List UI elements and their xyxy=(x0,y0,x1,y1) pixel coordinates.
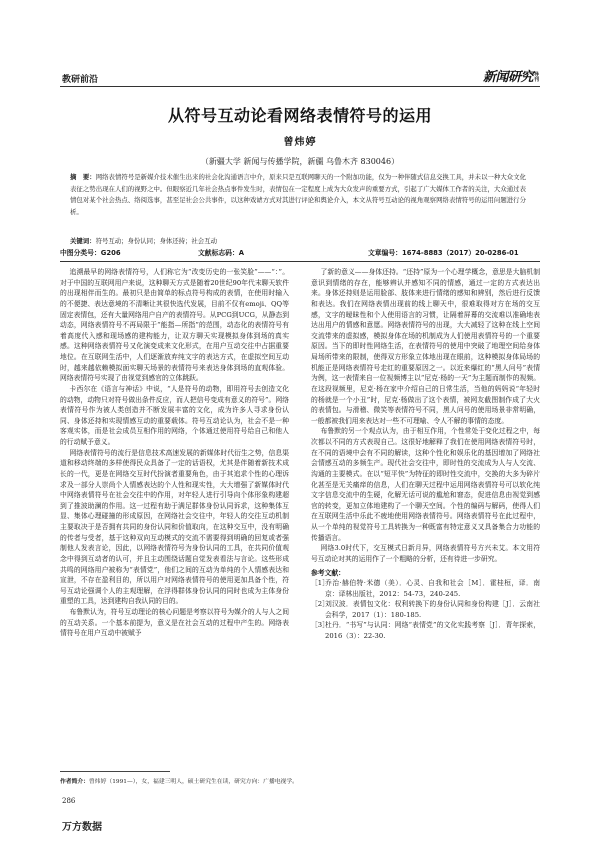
body-paragraph: 网络3.0时代下，交互模式日新月异，网络表情符号方兴未艾。本文用符号互动论对其的运用作了一个粗略的分析，还有待进一步研究。 xyxy=(311,544,540,563)
clc-number: 中图分类号：G206 xyxy=(60,249,121,257)
footnote-divider xyxy=(60,771,170,772)
abstract xyxy=(70,172,526,218)
footnote-label: 作者简介： xyxy=(60,779,89,785)
journal-logo xyxy=(483,66,540,85)
author-name: 曾炜婷 xyxy=(283,137,317,148)
section-label: 教研前沿 xyxy=(62,75,99,85)
footnote-text: 曾炜婷（1991—），女，福建三明人，硕士研究生在读，研究方向：广播电视学。 xyxy=(89,779,298,785)
journal-suffix: 导刊 xyxy=(534,71,539,83)
body-column-left xyxy=(60,267,289,639)
metadata-divider xyxy=(60,261,540,262)
body-paragraph: 卡西尔在《语言与神话》中说，“人是符号的动物，即用符号去创造文化的动物，动物只对符号做出条件反应，而人把信号变成有意义的符号”。网络表情符号作为被人类创造并不断发展丰富的文化，成为许多人寻求身份认同、身体还持和实现情感互动的重要载体。符号互动论认为，社会不是一种客观实体，而是社会成员互相作用的网络，个体通过使用符号给自己和他人的行动赋予意义。 xyxy=(60,384,289,446)
article-metadata xyxy=(60,247,540,257)
reference-text: 杜丹．“书写”与认同：网络“表情党”的文化实践考察［J］．青年探索，2016（3）：22-30. xyxy=(325,621,540,640)
reference-item xyxy=(311,578,540,599)
header-divider xyxy=(60,86,540,87)
abstract-label: 摘 要： xyxy=(70,173,96,181)
reference-number: ［3］ xyxy=(311,621,329,630)
body-paragraph: 了新的意义——身体还持。“还持”原为一个心理学概念，意思是大脑机制意识到情绪的存在，能够辨认并感知不同的情感，通过一定的方式表达出来。身体还持则是运用脸部、肢体来进行情绪的感知和辨别，然后进行反馈和表达。我们在网络表情出现前的线上聊天中，很难取得对方在场的交互感，文字的暧昧性和个人使用语言的习惯，让隔着屏幕的交流难以准确地表达出用户的情感和意愿。网络表情符号的出现，大大减轻了这种在线上空间交流带来的虚拟感，模拟身体在场的机制成为人们使用表情符号的一个重要原因。当下的即时性网络生活，在表情符号的使用中突破了地理空间给身体局场所带来的限制，使得双方形象立体地出现在眼前，这种模拟身体局场的机能正是网络表情符号走红的重要原因之一。以近来爆红的“黑人问号”表情为例，这一表情来自一位视频博主以“尼克·杨的一天”为主题而制作的视频。在这段视频里，尼克·杨在家中介绍自己的日常生活，当他的妈妈说“年轻时的杨就是一个小丑”时，尼克·杨做出了这个表情，被网友截图制作成了大火的表情包。与滑稽、微笑等表情符号不同，黑人问号的使用场景非常明确，一般都被我们用来表达对一些不可理喻、令人不解的事情的态度。 xyxy=(311,268,540,425)
document-code: 文献标志码：A xyxy=(198,249,245,257)
keywords-label: 关键词： xyxy=(70,237,96,245)
author-affiliation: （新疆大学 新闻与传播学院，新疆 乌鲁木齐 830046） xyxy=(200,157,400,166)
reference-text: 乔治·赫伯特·米德（美）．心灵、自我和社会［M］．霍桂桓，译．南京：译林出版社，2012：54-73，240-245. xyxy=(325,579,540,598)
page-number: 286 xyxy=(62,797,76,805)
author-footnote xyxy=(60,776,540,785)
journal-name: 新闻研究 xyxy=(482,70,533,85)
body-paragraph: 布鲁默认为，符号互动理论的核心问题是考察以符号为媒介的人与人之间的互动关系。一个基本前提为，意义是在社会互动的过程中产生的。网络表情符号在用户互动中被赋予 xyxy=(60,608,289,638)
reference-text: 刘汉波．表情包文化：权利转换下的身份认同和身份构建［J］．云南社会科学，2017（1）：180-185. xyxy=(325,600,540,619)
reference-item xyxy=(311,620,540,641)
brand-watermark: 万方数据 xyxy=(62,822,102,833)
reference-number: ［1］ xyxy=(311,579,329,588)
reference-number: ［2］ xyxy=(311,600,329,609)
keywords-text: 符号互动；身份认同；身体还持；社会互动 xyxy=(95,237,217,245)
body-paragraph: 布鲁默的另一个观点认为，由于相互作用，个性常处于变化过程之中，每次都以不同的方式表现自己。这很好地解释了我们在使用网络表情符号时，在不同的语境中会有不同的解读，这种个性化和娱乐化的基因增加了网络社会情感互动的多频生产。现代社会交往中，即时性的交流成为人与人交流、沟通的主要模式。在以“短平快”为特征的即时性交流中，交换的大多为碎片化甚至是无关痛痒的信息，人们在聊天过程中运用网络表情符号可以软化纯文字信息交流中的生硬，化解无话可说的尴尬和窘态，促进信息由视觉到感官的转变，更加立体地建构了一个聊天空间。个性的编码与解码，使得人们在互联网生活中乐此不疲地使用网络表情符号。网络表情符号在此过程中，从一个单纯的视觉符号工具转换为一种既富有特定意义又具备集合力功能的传播语言。 xyxy=(311,427,540,542)
abstract-text: 网络表情符号是新媒介技术催生出来的社会化沟通语言中介，原来只是互联网聊天的一个附加功能，仅为一种伴随式信息交换工具，并未以一种大众文化表征之势出现在人们的视野之中。但眼察近几年社会热点事件发生时，表情包在一定程度上成为大众发声的重要方式，引起了广大媒体工作者的关注，大众通过表情包对某个社会热点、络阅选事，甚至足社会公共事件，以这种戏谑方式对其进行评论和舆论介入，本文从符号互动论的视角观察网络表情符号的运用问题进行分析。 xyxy=(70,173,527,216)
keywords xyxy=(70,236,526,246)
body-column-right xyxy=(311,267,540,641)
article-number: 文章编号：1674-8883（2017）20-0286-01 xyxy=(368,249,519,257)
article-title: 从符号互动论看网络表情符号的运用 xyxy=(167,106,432,125)
body-paragraph: 网络表情符号的流行是信息技术高速发展的新媒体时代衍生之势，信息渠道和移动终端的多样使得民众具备了一定的话语权，尤其是伴随着新技术成长的一代，更是在网络交互时代扮演者重要角色，由于其追求个性的心理诉求及一部分人崇尚个人情感表达的个人性和现实性，大大增强了新媒体时代中网络表情符号在社会交往中的作用，对年轻人进行引导向个体形象构建超到了推波助澜的作用。这一过程有助于满足群体身份认同诉求，这种集体互显、集体心理碰撞的形成原因，在网络社会交往中，年轻人的交往互动机制主要取决于是否拥有共同的身份认同和价值取向，在这种交互中，没有明确的传者与受者，基于这种双向互动模式的交流不需要得到明确的回复或者强制他人发表言论，因此，以网络表情符号为身份认同的工具，在共同价值观念中得到互动者的认可，并且主动围绕话题自觉发表看法与言论。这些形成共鸣的网络用户被称为“表情党”，他们之间的互动为单纯的个人情感表达和宣泄，不存在盈利目的，所以用户对网络表情符号的使用更加具备个性，符号互动论强调个人的主观理解，在浮得群体身份认同的同时也成为主体身份重塑的工具，达到建构自我认同的目的。 xyxy=(60,448,289,606)
references-title: 参考文献： xyxy=(311,568,345,577)
reference-item xyxy=(311,599,540,620)
body-paragraph: 追溯最早的网络表情符号，人们称它为“改变历史的一张笑脸”——“：”。对于中国的互联网用户来说，这种聊天方式是随着20世纪90年代末聊天软件的出现相伴而生的。最初只是由简单的标点符号构成的表情，在使用时输入的不便捷、表达意境的不清晰让其很快选代发展，目前不仅有emoji、QQ等固定表情包，还有大量网络用户自产的表情符号。从PCG到UCG，从静态到动态，网络表情符号不再局限于“能指—所指”的范围，动态化的表情符号有着高度代入感和现场感的建构能力，让双方聊天实现模拟身体到场的真实感。这种网络表情符号又化演变成来文化形式，在用户互动交往中占据重要地位。在互联网生活中，人们逐渐放弃纯文字的表达方式，在虚拟空间互动时，越来越依赖模拟面实聊天场景的表情符号来表达身体到场的直观体验。网络表情符号实现了由视觉到感官的立体跳跃。 xyxy=(60,268,289,383)
